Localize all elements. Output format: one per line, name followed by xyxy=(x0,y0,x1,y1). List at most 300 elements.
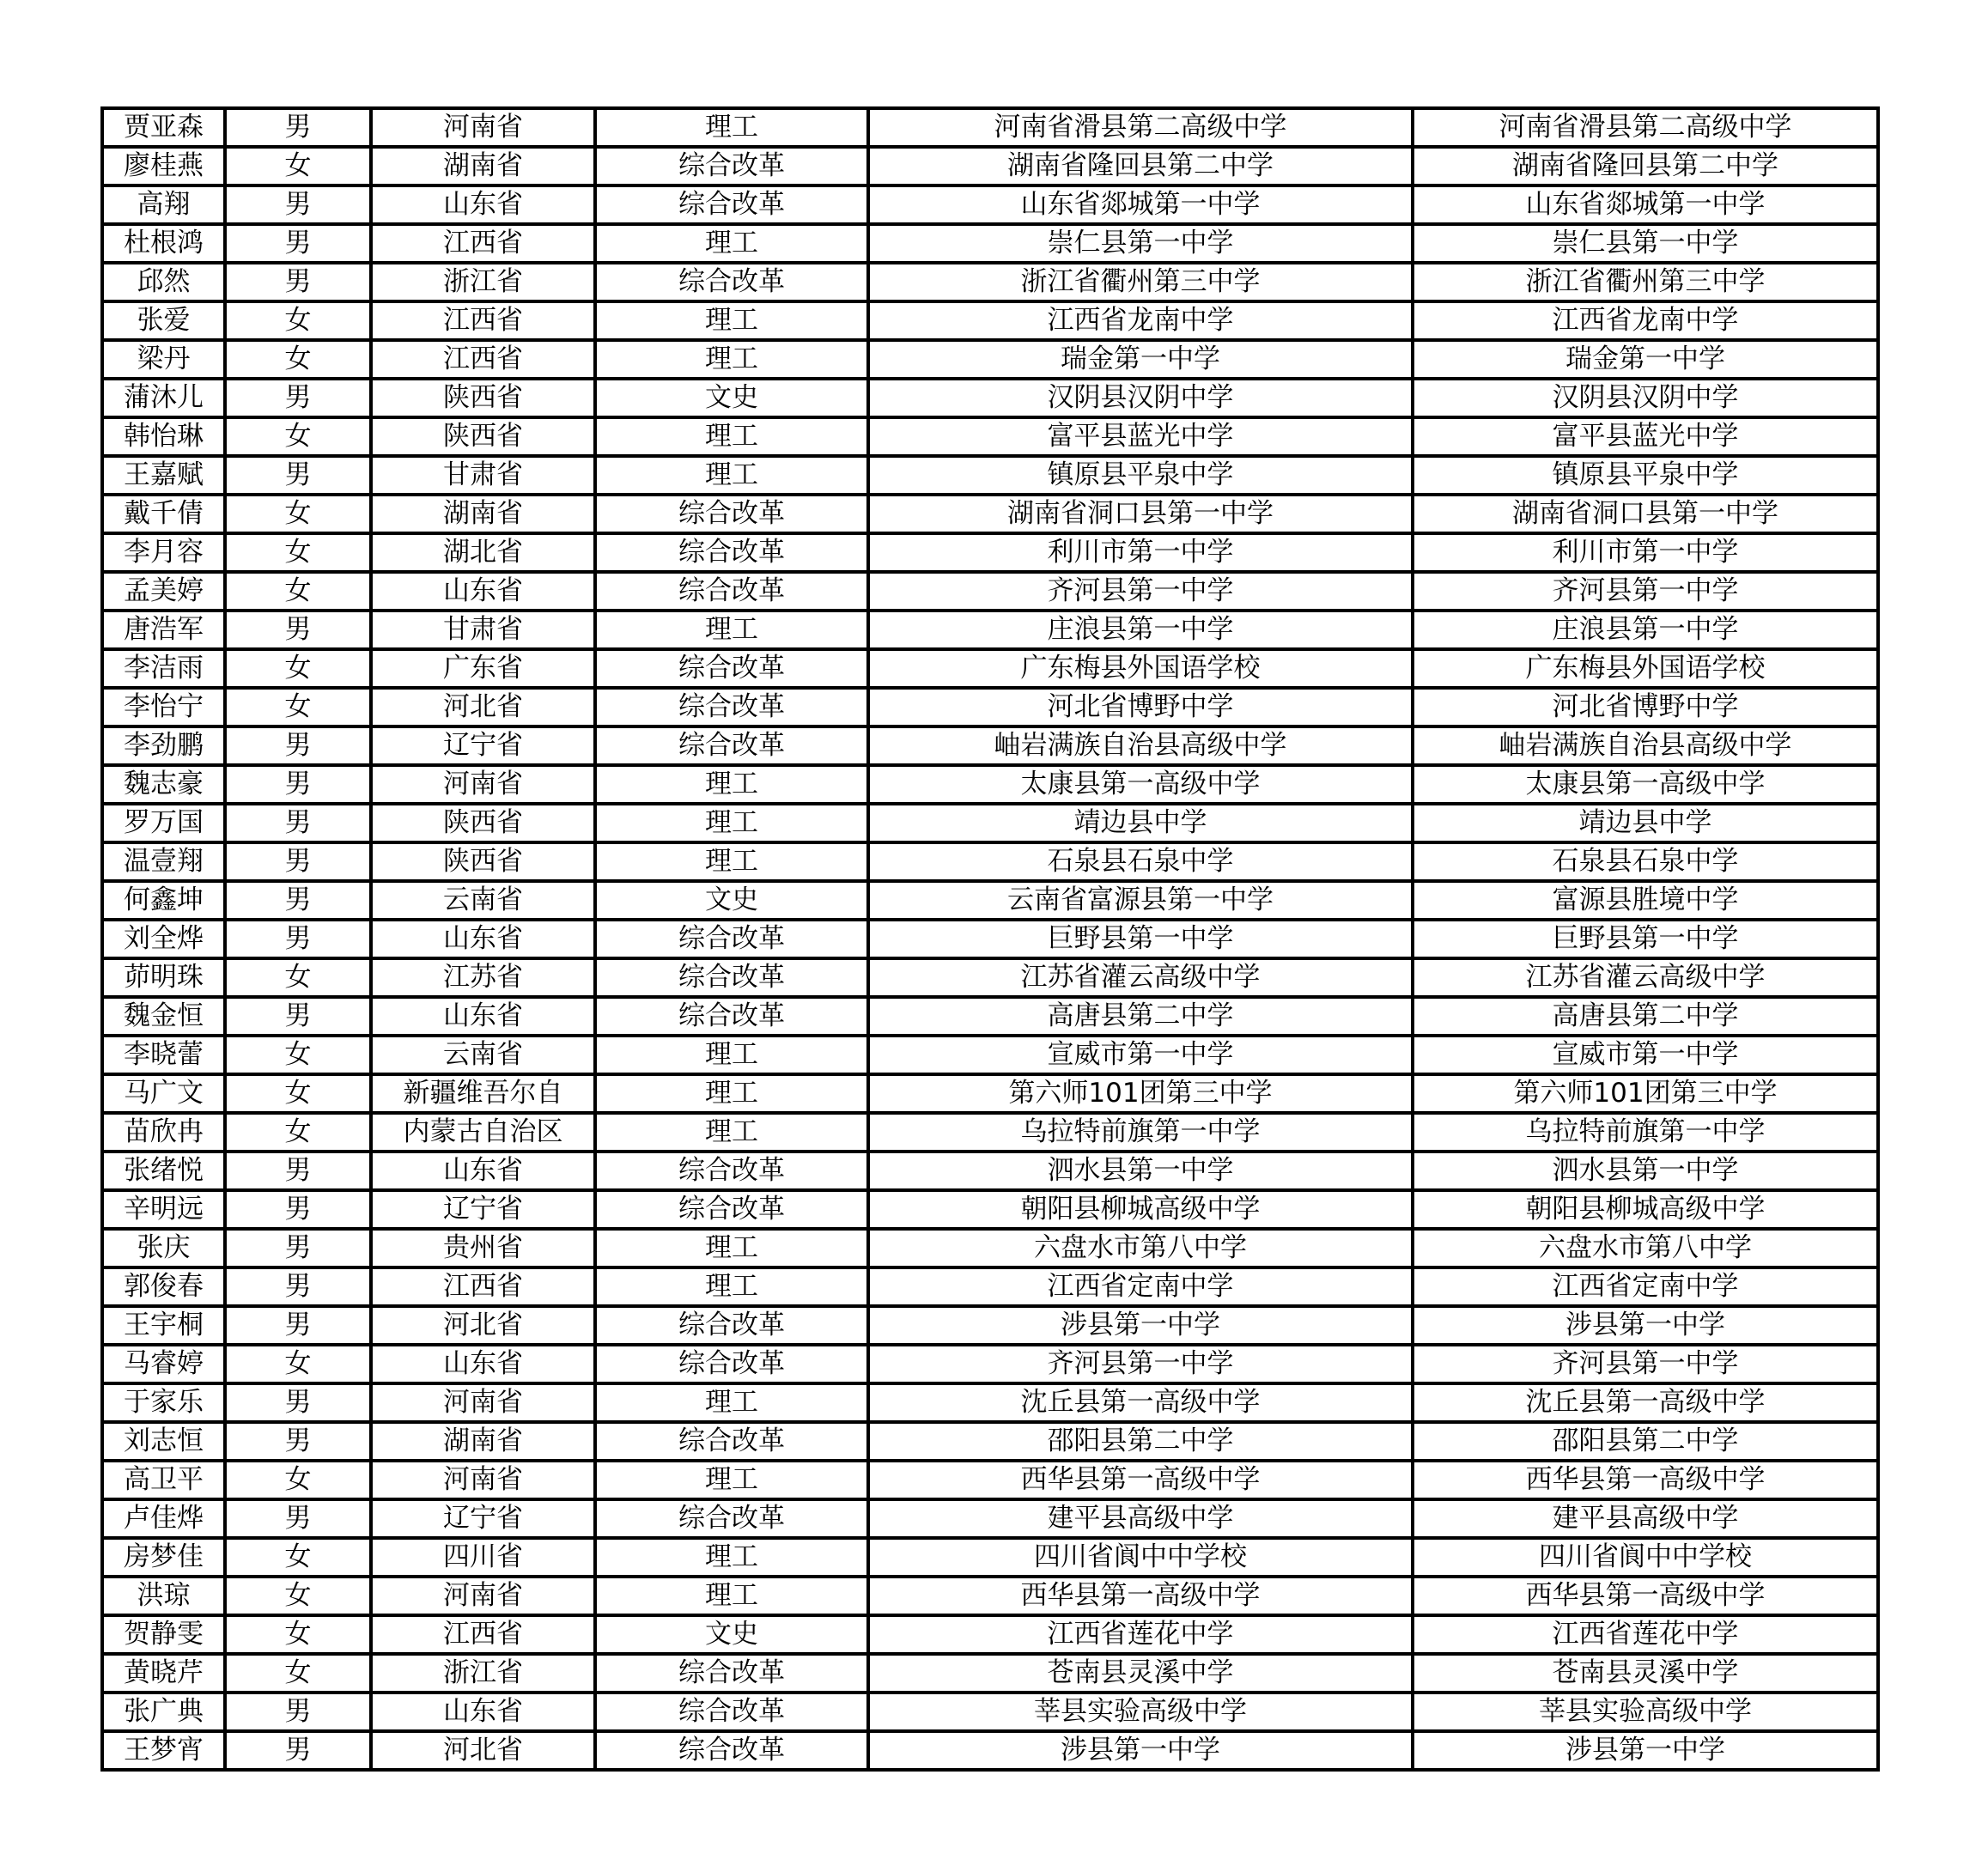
table-row xyxy=(102,417,1878,456)
table-row xyxy=(102,108,1878,147)
gender-cell: 男 xyxy=(225,185,371,224)
province-cell: 内蒙古自治区 xyxy=(371,1113,595,1152)
name-cell: 卢佳烨 xyxy=(102,1499,225,1538)
gender-cell: 男 xyxy=(225,997,371,1036)
school-cell: 第六师101团第三中学 xyxy=(868,1074,1413,1113)
table-row xyxy=(102,1267,1878,1306)
province-cell: 陕西省 xyxy=(371,842,595,881)
school-2-cell: 邵阳县第二中学 xyxy=(1413,1422,1878,1461)
category-cell: 理工 xyxy=(595,456,868,495)
gender-cell: 男 xyxy=(225,1422,371,1461)
name-cell: 茆明珠 xyxy=(102,958,225,997)
table-row xyxy=(102,1190,1878,1229)
school-cell: 岫岩满族自治县高级中学 xyxy=(868,726,1413,765)
gender-cell: 女 xyxy=(225,301,371,340)
name-cell: 唐浩军 xyxy=(102,611,225,649)
school-cell: 庄浪县第一中学 xyxy=(868,611,1413,649)
gender-cell: 男 xyxy=(225,263,371,301)
name-cell: 于家乐 xyxy=(102,1383,225,1422)
table-row xyxy=(102,533,1878,572)
school-2-cell: 涉县第一中学 xyxy=(1413,1731,1878,1770)
province-cell: 浙江省 xyxy=(371,263,595,301)
name-cell: 何鑫坤 xyxy=(102,881,225,920)
gender-cell: 女 xyxy=(225,1074,371,1113)
category-cell: 理工 xyxy=(595,417,868,456)
category-cell: 理工 xyxy=(595,1577,868,1615)
school-2-cell: 齐河县第一中学 xyxy=(1413,1345,1878,1383)
name-cell: 郭俊春 xyxy=(102,1267,225,1306)
category-cell: 综合改革 xyxy=(595,185,868,224)
table-row xyxy=(102,1499,1878,1538)
school-2-cell: 建平县高级中学 xyxy=(1413,1499,1878,1538)
category-cell: 理工 xyxy=(595,1383,868,1422)
category-cell: 综合改革 xyxy=(595,1499,868,1538)
gender-cell: 男 xyxy=(225,1152,371,1190)
gender-cell: 男 xyxy=(225,1499,371,1538)
school-cell: 崇仁县第一中学 xyxy=(868,224,1413,263)
category-cell: 综合改革 xyxy=(595,147,868,185)
gender-cell: 男 xyxy=(225,726,371,765)
school-cell: 石泉县石泉中学 xyxy=(868,842,1413,881)
name-cell: 刘全烨 xyxy=(102,920,225,958)
student-table xyxy=(100,106,1880,1772)
school-2-cell: 涉县第一中学 xyxy=(1413,1306,1878,1345)
school-cell: 湖南省隆回县第二中学 xyxy=(868,147,1413,185)
name-cell: 李晓蕾 xyxy=(102,1036,225,1074)
category-cell: 理工 xyxy=(595,1113,868,1152)
category-cell: 综合改革 xyxy=(595,688,868,726)
school-2-cell: 朝阳县柳城高级中学 xyxy=(1413,1190,1878,1229)
name-cell: 李月容 xyxy=(102,533,225,572)
table-row xyxy=(102,842,1878,881)
school-2-cell: 沈丘县第一高级中学 xyxy=(1413,1383,1878,1422)
gender-cell: 男 xyxy=(225,842,371,881)
table-row xyxy=(102,1731,1878,1770)
province-cell: 湖北省 xyxy=(371,533,595,572)
gender-cell: 男 xyxy=(225,379,371,417)
province-cell: 湖南省 xyxy=(371,1422,595,1461)
province-cell: 河南省 xyxy=(371,1577,595,1615)
school-cell: 湖南省洞口县第一中学 xyxy=(868,495,1413,533)
name-cell: 贺静雯 xyxy=(102,1615,225,1654)
province-cell: 辽宁省 xyxy=(371,1499,595,1538)
gender-cell: 女 xyxy=(225,417,371,456)
table-row xyxy=(102,572,1878,611)
province-cell: 辽宁省 xyxy=(371,1190,595,1229)
name-cell: 廖桂燕 xyxy=(102,147,225,185)
gender-cell: 女 xyxy=(225,1461,371,1499)
school-2-cell: 富源县胜境中学 xyxy=(1413,881,1878,920)
name-cell: 温壹翔 xyxy=(102,842,225,881)
table-row xyxy=(102,881,1878,920)
table-row xyxy=(102,263,1878,301)
province-cell: 四川省 xyxy=(371,1538,595,1577)
category-cell: 理工 xyxy=(595,804,868,842)
name-cell: 张庆 xyxy=(102,1229,225,1267)
name-cell: 张爱 xyxy=(102,301,225,340)
school-2-cell: 泗水县第一中学 xyxy=(1413,1152,1878,1190)
school-2-cell: 西华县第一高级中学 xyxy=(1413,1577,1878,1615)
category-cell: 理工 xyxy=(595,765,868,804)
table-row xyxy=(102,340,1878,379)
province-cell: 河南省 xyxy=(371,108,595,147)
province-cell: 云南省 xyxy=(371,1036,595,1074)
name-cell: 刘志恒 xyxy=(102,1422,225,1461)
school-2-cell: 崇仁县第一中学 xyxy=(1413,224,1878,263)
school-2-cell: 靖边县中学 xyxy=(1413,804,1878,842)
category-cell: 综合改革 xyxy=(595,920,868,958)
school-2-cell: 河南省滑县第二高级中学 xyxy=(1413,108,1878,147)
category-cell: 综合改革 xyxy=(595,1190,868,1229)
school-cell: 河南省滑县第二高级中学 xyxy=(868,108,1413,147)
table-row xyxy=(102,688,1878,726)
category-cell: 综合改革 xyxy=(595,1422,868,1461)
name-cell: 邱然 xyxy=(102,263,225,301)
school-cell: 涉县第一中学 xyxy=(868,1306,1413,1345)
province-cell: 山东省 xyxy=(371,1152,595,1190)
school-2-cell: 宣威市第一中学 xyxy=(1413,1036,1878,1074)
gender-cell: 男 xyxy=(225,765,371,804)
table-row xyxy=(102,379,1878,417)
school-2-cell: 苍南县灵溪中学 xyxy=(1413,1654,1878,1693)
school-cell: 宣威市第一中学 xyxy=(868,1036,1413,1074)
name-cell: 苗欣冉 xyxy=(102,1113,225,1152)
province-cell: 陕西省 xyxy=(371,804,595,842)
name-cell: 杜根鸿 xyxy=(102,224,225,263)
school-cell: 河北省博野中学 xyxy=(868,688,1413,726)
category-cell: 综合改革 xyxy=(595,1654,868,1693)
table-row xyxy=(102,1577,1878,1615)
school-cell: 江西省莲花中学 xyxy=(868,1615,1413,1654)
table-row xyxy=(102,1615,1878,1654)
school-cell: 齐河县第一中学 xyxy=(868,572,1413,611)
province-cell: 江苏省 xyxy=(371,958,595,997)
category-cell: 理工 xyxy=(595,301,868,340)
table-row xyxy=(102,1461,1878,1499)
table-row xyxy=(102,456,1878,495)
name-cell: 王梦宵 xyxy=(102,1731,225,1770)
school-cell: 广东梅县外国语学校 xyxy=(868,649,1413,688)
school-2-cell: 庄浪县第一中学 xyxy=(1413,611,1878,649)
table-row xyxy=(102,185,1878,224)
province-cell: 江西省 xyxy=(371,1267,595,1306)
name-cell: 魏金恒 xyxy=(102,997,225,1036)
name-cell: 罗万国 xyxy=(102,804,225,842)
school-cell: 靖边县中学 xyxy=(868,804,1413,842)
table-row xyxy=(102,1306,1878,1345)
province-cell: 新疆维吾尔自 xyxy=(371,1074,595,1113)
table-row xyxy=(102,147,1878,185)
school-2-cell: 汉阴县汉阴中学 xyxy=(1413,379,1878,417)
table-row xyxy=(102,224,1878,263)
school-2-cell: 乌拉特前旗第一中学 xyxy=(1413,1113,1878,1152)
table-row xyxy=(102,804,1878,842)
school-2-cell: 瑞金第一中学 xyxy=(1413,340,1878,379)
school-2-cell: 太康县第一高级中学 xyxy=(1413,765,1878,804)
name-cell: 王嘉赋 xyxy=(102,456,225,495)
category-cell: 综合改革 xyxy=(595,1345,868,1383)
gender-cell: 男 xyxy=(225,611,371,649)
province-cell: 江西省 xyxy=(371,301,595,340)
school-2-cell: 高唐县第二中学 xyxy=(1413,997,1878,1036)
school-2-cell: 富平县蓝光中学 xyxy=(1413,417,1878,456)
province-cell: 陕西省 xyxy=(371,417,595,456)
province-cell: 云南省 xyxy=(371,881,595,920)
gender-cell: 男 xyxy=(225,108,371,147)
name-cell: 蒲沐儿 xyxy=(102,379,225,417)
school-2-cell: 湖南省隆回县第二中学 xyxy=(1413,147,1878,185)
province-cell: 湖南省 xyxy=(371,495,595,533)
category-cell: 综合改革 xyxy=(595,263,868,301)
name-cell: 戴千倩 xyxy=(102,495,225,533)
province-cell: 陕西省 xyxy=(371,379,595,417)
category-cell: 文史 xyxy=(595,881,868,920)
school-cell: 镇原县平泉中学 xyxy=(868,456,1413,495)
school-cell: 建平县高级中学 xyxy=(868,1499,1413,1538)
school-cell: 山东省郯城第一中学 xyxy=(868,185,1413,224)
province-cell: 山东省 xyxy=(371,185,595,224)
name-cell: 黄晓芹 xyxy=(102,1654,225,1693)
category-cell: 理工 xyxy=(595,842,868,881)
table-row xyxy=(102,495,1878,533)
school-cell: 朝阳县柳城高级中学 xyxy=(868,1190,1413,1229)
gender-cell: 男 xyxy=(225,1190,371,1229)
school-cell: 汉阴县汉阴中学 xyxy=(868,379,1413,417)
school-2-cell: 第六师101团第三中学 xyxy=(1413,1074,1878,1113)
school-2-cell: 莘县实验高级中学 xyxy=(1413,1693,1878,1731)
school-cell: 西华县第一高级中学 xyxy=(868,1461,1413,1499)
category-cell: 综合改革 xyxy=(595,958,868,997)
school-2-cell: 广东梅县外国语学校 xyxy=(1413,649,1878,688)
name-cell: 房梦佳 xyxy=(102,1538,225,1577)
category-cell: 理工 xyxy=(595,224,868,263)
name-cell: 辛明远 xyxy=(102,1190,225,1229)
school-cell: 富平县蓝光中学 xyxy=(868,417,1413,456)
school-cell: 江苏省灌云高级中学 xyxy=(868,958,1413,997)
province-cell: 辽宁省 xyxy=(371,726,595,765)
school-2-cell: 江西省定南中学 xyxy=(1413,1267,1878,1306)
table-row xyxy=(102,1152,1878,1190)
province-cell: 贵州省 xyxy=(371,1229,595,1267)
category-cell: 综合改革 xyxy=(595,1152,868,1190)
table-row xyxy=(102,1383,1878,1422)
category-cell: 综合改革 xyxy=(595,533,868,572)
table-row xyxy=(102,1113,1878,1152)
name-cell: 高翔 xyxy=(102,185,225,224)
student-table-sheet xyxy=(100,106,1876,1772)
gender-cell: 女 xyxy=(225,688,371,726)
school-cell: 六盘水市第八中学 xyxy=(868,1229,1413,1267)
table-row xyxy=(102,1654,1878,1693)
table-row xyxy=(102,958,1878,997)
category-cell: 理工 xyxy=(595,1229,868,1267)
school-cell: 巨野县第一中学 xyxy=(868,920,1413,958)
school-cell: 沈丘县第一高级中学 xyxy=(868,1383,1413,1422)
category-cell: 综合改革 xyxy=(595,1731,868,1770)
category-cell: 理工 xyxy=(595,340,868,379)
gender-cell: 男 xyxy=(225,1267,371,1306)
category-cell: 理工 xyxy=(595,611,868,649)
province-cell: 甘肃省 xyxy=(371,611,595,649)
gender-cell: 女 xyxy=(225,147,371,185)
school-2-cell: 齐河县第一中学 xyxy=(1413,572,1878,611)
school-cell: 江西省龙南中学 xyxy=(868,301,1413,340)
gender-cell: 女 xyxy=(225,340,371,379)
name-cell: 魏志豪 xyxy=(102,765,225,804)
gender-cell: 女 xyxy=(225,495,371,533)
table-row xyxy=(102,611,1878,649)
name-cell: 马睿婷 xyxy=(102,1345,225,1383)
category-cell: 综合改革 xyxy=(595,997,868,1036)
table-row xyxy=(102,649,1878,688)
category-cell: 理工 xyxy=(595,1461,868,1499)
name-cell: 李劲鹏 xyxy=(102,726,225,765)
table-row xyxy=(102,1422,1878,1461)
school-2-cell: 四川省阆中中学校 xyxy=(1413,1538,1878,1577)
category-cell: 综合改革 xyxy=(595,1306,868,1345)
name-cell: 洪琼 xyxy=(102,1577,225,1615)
school-cell: 利川市第一中学 xyxy=(868,533,1413,572)
category-cell: 理工 xyxy=(595,108,868,147)
gender-cell: 女 xyxy=(225,1113,371,1152)
name-cell: 孟美婷 xyxy=(102,572,225,611)
category-cell: 理工 xyxy=(595,1267,868,1306)
gender-cell: 女 xyxy=(225,1615,371,1654)
gender-cell: 女 xyxy=(225,1036,371,1074)
name-cell: 王宇桐 xyxy=(102,1306,225,1345)
school-cell: 莘县实验高级中学 xyxy=(868,1693,1413,1731)
name-cell: 李洁雨 xyxy=(102,649,225,688)
category-cell: 理工 xyxy=(595,1538,868,1577)
gender-cell: 女 xyxy=(225,533,371,572)
name-cell: 李怡宁 xyxy=(102,688,225,726)
school-2-cell: 浙江省衢州第三中学 xyxy=(1413,263,1878,301)
gender-cell: 女 xyxy=(225,1345,371,1383)
school-cell: 邵阳县第二中学 xyxy=(868,1422,1413,1461)
school-cell: 江西省定南中学 xyxy=(868,1267,1413,1306)
gender-cell: 男 xyxy=(225,804,371,842)
category-cell: 综合改革 xyxy=(595,572,868,611)
table-row xyxy=(102,301,1878,340)
table-body xyxy=(102,108,1878,1770)
table-row xyxy=(102,1693,1878,1731)
category-cell: 理工 xyxy=(595,1074,868,1113)
province-cell: 河北省 xyxy=(371,1731,595,1770)
table-row xyxy=(102,1538,1878,1577)
gender-cell: 女 xyxy=(225,1577,371,1615)
gender-cell: 男 xyxy=(225,224,371,263)
category-cell: 文史 xyxy=(595,1615,868,1654)
gender-cell: 女 xyxy=(225,649,371,688)
school-2-cell: 利川市第一中学 xyxy=(1413,533,1878,572)
table-row xyxy=(102,920,1878,958)
name-cell: 张绪悦 xyxy=(102,1152,225,1190)
school-cell: 四川省阆中中学校 xyxy=(868,1538,1413,1577)
school-2-cell: 六盘水市第八中学 xyxy=(1413,1229,1878,1267)
gender-cell: 女 xyxy=(225,1654,371,1693)
province-cell: 河北省 xyxy=(371,1306,595,1345)
gender-cell: 男 xyxy=(225,1731,371,1770)
table-row xyxy=(102,1229,1878,1267)
category-cell: 文史 xyxy=(595,379,868,417)
gender-cell: 男 xyxy=(225,1693,371,1731)
gender-cell: 男 xyxy=(225,920,371,958)
province-cell: 山东省 xyxy=(371,1693,595,1731)
gender-cell: 女 xyxy=(225,572,371,611)
school-2-cell: 山东省郯城第一中学 xyxy=(1413,185,1878,224)
gender-cell: 女 xyxy=(225,1538,371,1577)
school-2-cell: 河北省博野中学 xyxy=(1413,688,1878,726)
school-2-cell: 石泉县石泉中学 xyxy=(1413,842,1878,881)
school-cell: 云南省富源县第一中学 xyxy=(868,881,1413,920)
school-cell: 齐河县第一中学 xyxy=(868,1345,1413,1383)
name-cell: 高卫平 xyxy=(102,1461,225,1499)
gender-cell: 女 xyxy=(225,958,371,997)
province-cell: 江西省 xyxy=(371,224,595,263)
school-cell: 西华县第一高级中学 xyxy=(868,1577,1413,1615)
category-cell: 理工 xyxy=(595,1036,868,1074)
province-cell: 山东省 xyxy=(371,1345,595,1383)
school-2-cell: 湖南省洞口县第一中学 xyxy=(1413,495,1878,533)
table-row xyxy=(102,726,1878,765)
name-cell: 韩怡琳 xyxy=(102,417,225,456)
table-row xyxy=(102,765,1878,804)
category-cell: 综合改革 xyxy=(595,1693,868,1731)
province-cell: 河南省 xyxy=(371,1383,595,1422)
province-cell: 广东省 xyxy=(371,649,595,688)
table-row xyxy=(102,1345,1878,1383)
province-cell: 河北省 xyxy=(371,688,595,726)
province-cell: 浙江省 xyxy=(371,1654,595,1693)
province-cell: 山东省 xyxy=(371,572,595,611)
province-cell: 湖南省 xyxy=(371,147,595,185)
school-2-cell: 江苏省灌云高级中学 xyxy=(1413,958,1878,997)
school-cell: 浙江省衢州第三中学 xyxy=(868,263,1413,301)
school-cell: 太康县第一高级中学 xyxy=(868,765,1413,804)
province-cell: 江西省 xyxy=(371,1615,595,1654)
province-cell: 江西省 xyxy=(371,340,595,379)
school-cell: 涉县第一中学 xyxy=(868,1731,1413,1770)
gender-cell: 男 xyxy=(225,456,371,495)
table-row xyxy=(102,1074,1878,1113)
school-cell: 高唐县第二中学 xyxy=(868,997,1413,1036)
gender-cell: 男 xyxy=(225,1306,371,1345)
school-2-cell: 镇原县平泉中学 xyxy=(1413,456,1878,495)
table-row xyxy=(102,997,1878,1036)
name-cell: 梁丹 xyxy=(102,340,225,379)
name-cell: 张广典 xyxy=(102,1693,225,1731)
gender-cell: 男 xyxy=(225,881,371,920)
name-cell: 马广文 xyxy=(102,1074,225,1113)
province-cell: 甘肃省 xyxy=(371,456,595,495)
school-cell: 泗水县第一中学 xyxy=(868,1152,1413,1190)
school-2-cell: 江西省莲花中学 xyxy=(1413,1615,1878,1654)
category-cell: 综合改革 xyxy=(595,649,868,688)
province-cell: 河南省 xyxy=(371,1461,595,1499)
province-cell: 河南省 xyxy=(371,765,595,804)
school-cell: 乌拉特前旗第一中学 xyxy=(868,1113,1413,1152)
school-2-cell: 巨野县第一中学 xyxy=(1413,920,1878,958)
school-cell: 苍南县灵溪中学 xyxy=(868,1654,1413,1693)
category-cell: 综合改革 xyxy=(595,726,868,765)
school-2-cell: 岫岩满族自治县高级中学 xyxy=(1413,726,1878,765)
province-cell: 山东省 xyxy=(371,920,595,958)
name-cell: 贾亚森 xyxy=(102,108,225,147)
school-2-cell: 江西省龙南中学 xyxy=(1413,301,1878,340)
category-cell: 综合改革 xyxy=(595,495,868,533)
table-row xyxy=(102,1036,1878,1074)
gender-cell: 男 xyxy=(225,1229,371,1267)
